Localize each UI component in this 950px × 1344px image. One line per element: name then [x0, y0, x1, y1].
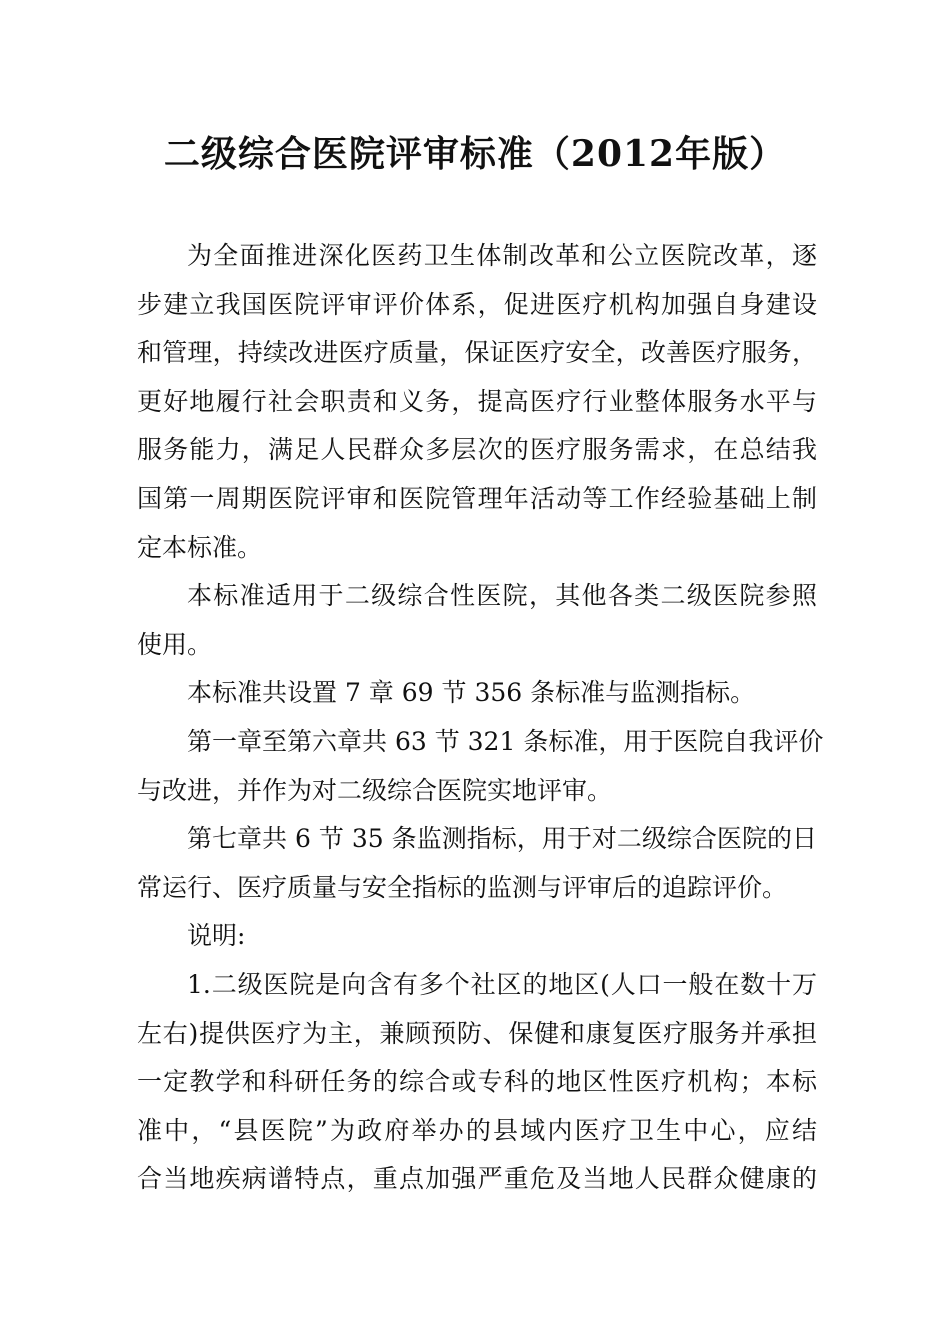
text-line: 与改进，并作为对二级综合医院实地评审。: [137, 775, 613, 805]
document-title: 二级综合医院评审标准（2012年版）: [163, 133, 787, 175]
text-line: 使用。: [137, 629, 213, 659]
text-line: 说明:: [187, 921, 246, 951]
text-line: 左右)提供医疗为主，兼顾预防、保健和康复医疗服务并承担: [137, 1018, 817, 1048]
text-line: 本标准适用于二级综合性医院，其他各类二级医院参照: [187, 581, 817, 611]
text-line: 一定教学和科研任务的综合或专科的地区性医疗机构；本标: [137, 1067, 817, 1097]
text-line: 服务能力，满足人民群众多层次的医疗服务需求，在总结我: [137, 435, 817, 465]
text-line: 准中，“县医院”为政府举办的县域内医疗卫生中心，应结: [137, 1115, 817, 1145]
text-line: 合当地疾病谱特点，重点加强严重危及当地人民群众健康的: [137, 1164, 817, 1194]
text-line: 更好地履行社会职责和义务，提高医疗行业整体服务水平与: [137, 386, 817, 416]
text-line: 国第一周期医院评审和医院管理年活动等工作经验基础上制: [137, 483, 817, 513]
text-line: 定本标准。: [137, 532, 263, 562]
text-line: 本标准共设置 7 章 69 节 356 条标准与监测指标。: [187, 678, 756, 708]
text-line: 和管理，持续改进医疗质量，保证医疗安全，改善医疗服务，: [137, 338, 817, 368]
text-line: 第七章共 6 节 35 条监测指标，用于对二级综合医院的日: [187, 824, 817, 854]
document-body: [137, 232, 824, 1204]
text-line: 常运行、医疗质量与安全指标的监测与评审后的追踪评价。: [137, 872, 788, 902]
text-line: 为全面推进深化医药卫生体制改革和公立医院改革，逐: [187, 241, 817, 270]
text-line: 步建立我国医院评审评价体系，促进医疗机构加强自身建设: [137, 289, 817, 319]
text-line: 第一章至第六章共 63 节 321 条标准，用于医院自我评价: [187, 726, 824, 756]
text-line: 1.二级医院是向含有多个社区的地区(人口一般在数十万: [187, 969, 817, 999]
